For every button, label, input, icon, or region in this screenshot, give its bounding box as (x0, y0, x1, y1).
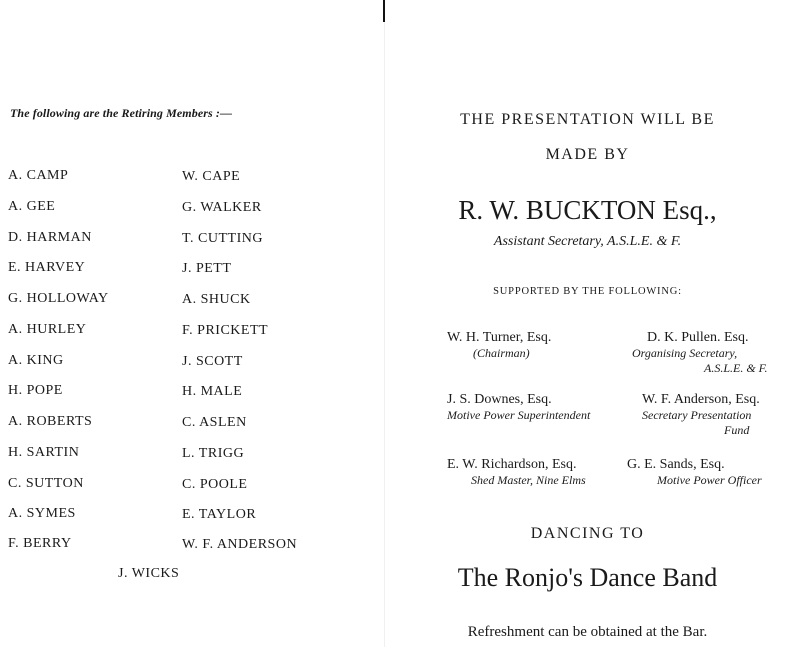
member-name: H. MALE (182, 384, 243, 399)
official-role: Motive Power Superintendent (447, 408, 591, 422)
presentation-heading-line1: THE PRESENTATION WILL BE (460, 111, 715, 128)
member-name: E. TAYLOR (182, 507, 257, 522)
official-name: W. F. Anderson, Esq. (642, 392, 760, 407)
member-name: F. BERRY (8, 536, 72, 551)
member-name: A. GEE (8, 199, 56, 214)
official-role: Fund (724, 423, 750, 437)
member-name: L. TRIGG (182, 446, 245, 461)
official-name: E. W. Richardson, Esq. (447, 457, 577, 472)
dancing-heading: DANCING TO (530, 525, 645, 542)
member-name: W. CAPE (182, 169, 241, 184)
member-name: C. ASLEN (182, 415, 247, 430)
official-name: G. E. Sands, Esq. (627, 457, 725, 472)
official-downes (447, 392, 590, 423)
refreshment-note: Refreshment can be obtained at the Bar. (467, 624, 708, 640)
official-anderson (642, 392, 760, 438)
member-name: J. SCOTT (182, 354, 243, 369)
member-name: A. CAMP (8, 168, 69, 183)
member-name: A. HURLEY (8, 322, 87, 337)
member-name: A. KING (8, 353, 64, 368)
member-name: C. POOLE (182, 477, 248, 492)
official-role: Secretary Presentation (642, 408, 752, 422)
official-role: A.S.L.E. & F. (704, 361, 768, 375)
official-name: D. K. Pullen. Esq. (647, 330, 749, 345)
member-name: T. CUTTING (182, 231, 263, 246)
band-name: The Ronjo's Dance Band (457, 563, 718, 592)
presentation-heading-line2: MADE BY (545, 146, 630, 163)
member-name-last: J. WICKS (118, 566, 180, 581)
official-name: W. H. Turner, Esq. (447, 330, 552, 345)
official-role: Motive Power Officer (657, 473, 762, 487)
member-name: W. F. ANDERSON (182, 537, 298, 552)
member-name: A. SHUCK (182, 292, 251, 307)
member-name: A. SYMES (8, 506, 76, 521)
official-turner (447, 330, 551, 361)
presenter-name: R. W. BUCKTON Esq., (458, 195, 717, 225)
supported-by-heading: SUPPORTED BY THE FOLLOWING: (493, 286, 682, 297)
member-name: F. PRICKETT (182, 323, 269, 338)
official-role: Organising Secretary, (632, 346, 738, 360)
presenter-role: Assistant Secretary, A.S.L.E. & F. (493, 234, 682, 249)
member-name: A. ROBERTS (8, 414, 93, 429)
official-role: (Chairman) (473, 346, 530, 360)
official-role: Shed Master, Nine Elms (471, 473, 586, 487)
member-name: H. POPE (8, 383, 63, 398)
left-page (0, 0, 385, 647)
member-name: G. WALKER (182, 200, 262, 215)
member-name: E. HARVEY (8, 260, 86, 275)
member-name: D. HARMAN (8, 230, 92, 245)
member-name: C. SUTTON (8, 476, 84, 491)
retiring-members-intro: The following are the Retiring Members :— (10, 106, 233, 120)
official-pullen (632, 330, 767, 376)
member-name: G. HOLLOWAY (8, 291, 109, 306)
official-name: J. S. Downes, Esq. (447, 392, 552, 407)
official-richardson (447, 457, 586, 488)
member-name: J. PETT (182, 261, 232, 276)
official-sands (627, 457, 762, 488)
member-name: H. SARTIN (8, 445, 80, 460)
right-page (385, 0, 790, 647)
